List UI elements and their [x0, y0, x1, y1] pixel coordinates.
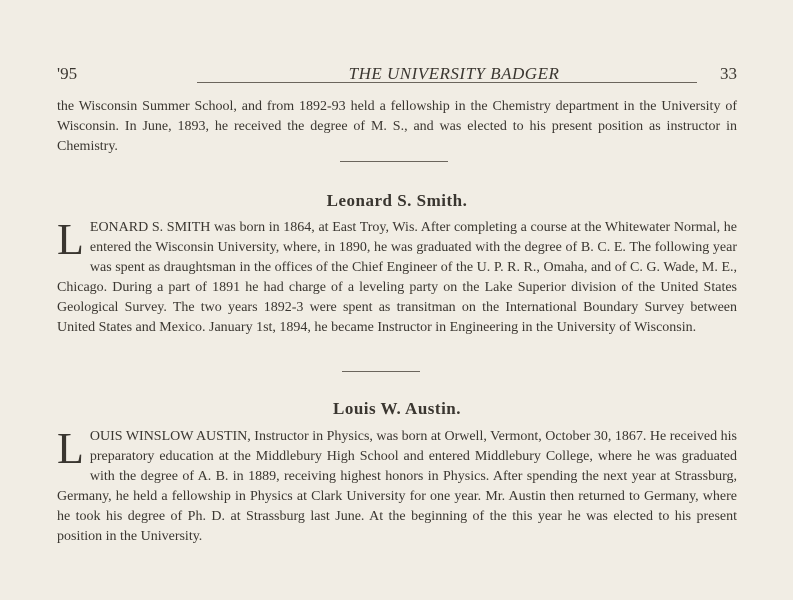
entry-biography: [57, 215, 737, 338]
continuation-paragraph: the Wisconsin Summer School, and from 1892-93 held a fellowship in the Chemistry department in the University of Wisconsin. In June, 1893, he received the degree of M. S., and was elected to his present position as instructor in Chemistry.: [57, 99, 737, 154]
entry-text: OUIS WINSLOW AUSTIN, Instructor in Physics, was born at Orwell, Vermont, October 30, 1867. He received his preparatory education at the Middlebury High School and entered Middlebury College, where he was graduated with the degree of A. B. in 1889, receiving highest honors in Physics. After spending the next year at Strassburg, Germany, he held a fellowship in Physics at Clark University for one year. Mr. Austin then returned to Germany, where he took his degree of Ph. D. at Strassburg last June. At the beginning of the this year he was elected to his present position in the University.: [57, 429, 737, 544]
page-number: 33: [720, 64, 737, 83]
entry-biography: [57, 424, 737, 547]
section-divider: [340, 161, 448, 162]
entry-text: EONARD S. SMITH was born in 1864, at East Troy, Wis. After completing a course at the Whitewater Normal, he entered the Wisconsin University, where, in 1890, he was graduated with the degree of B. C. E. The following year was spent as draughtsman in the offices of the Chief Engineer of the U. P. R. R., Omaha, and of C. G. Wade, M. E., Chicago. During a part of 1891 he had charge of a leveling party on the Lake Superior division of the United States Geological Survey. The two years 1892-3 were spent as transitman on the International Boundary Survey between United States and Mexico. January 1st, 1894, he became Instructor in Engineering in the University of Wisconsin.: [57, 220, 737, 335]
header-year: '95: [57, 64, 78, 83]
entry-heading: Louis W. Austin.: [332, 399, 461, 418]
running-header: [57, 64, 737, 86]
drop-cap: L: [57, 424, 84, 473]
header-title: THE UNIVERSITY BADGER: [348, 64, 560, 83]
section-divider: [342, 371, 420, 372]
drop-cap: L: [57, 215, 84, 264]
entry-heading: Leonard S. Smith.: [326, 191, 468, 210]
